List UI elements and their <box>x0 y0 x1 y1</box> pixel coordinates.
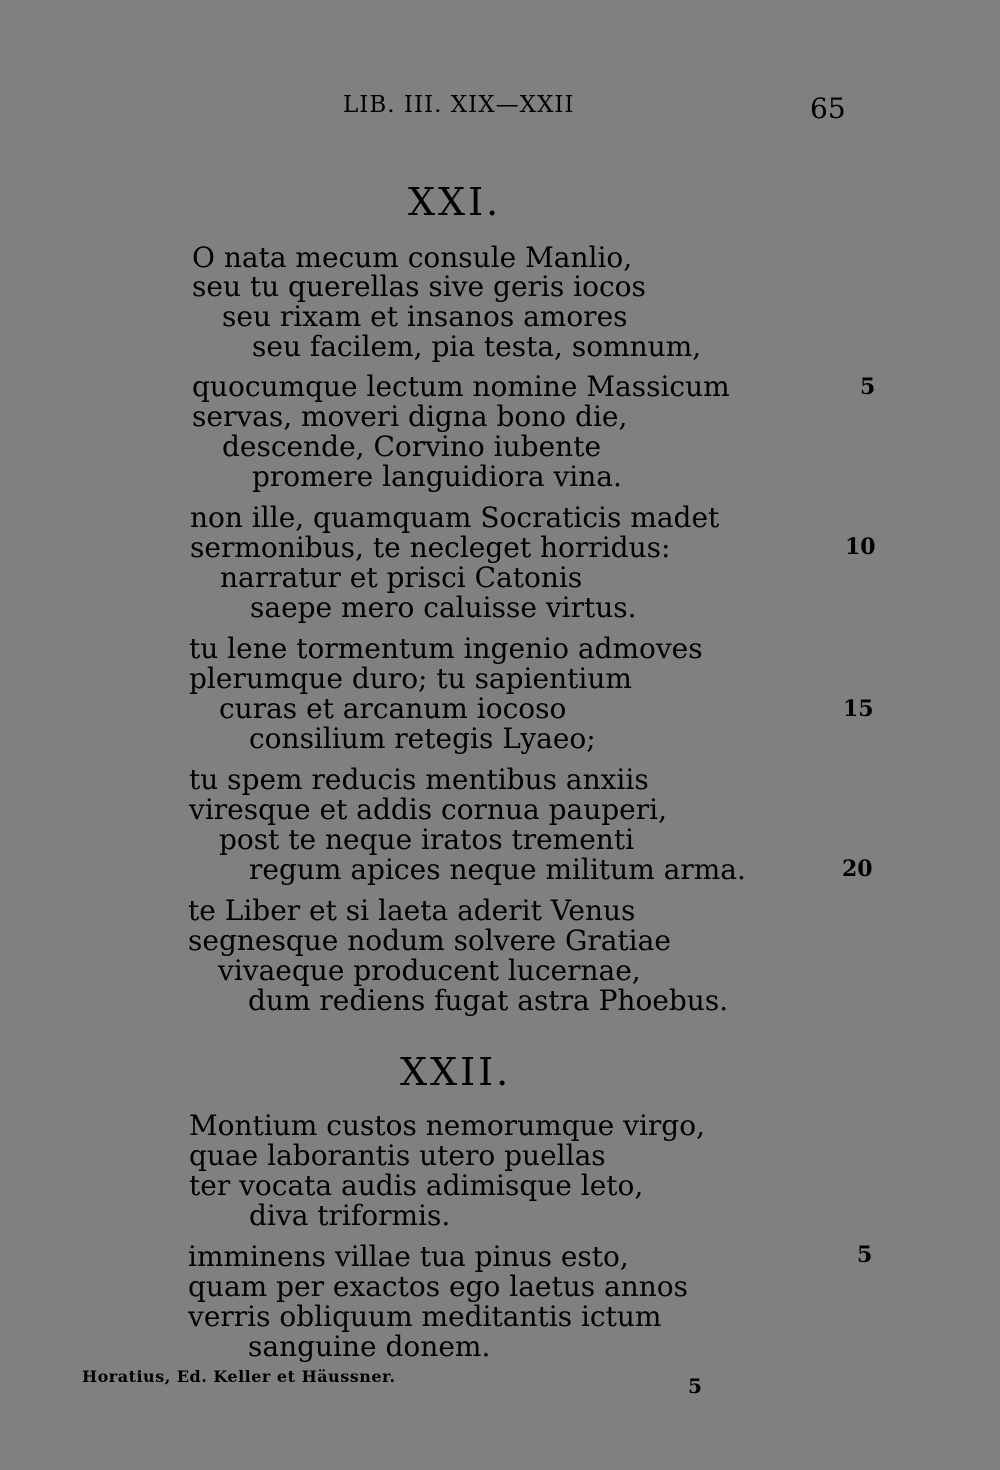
verse-line: sermonibus, te necleget horridus: <box>190 531 671 564</box>
verse-line: ter vocata audis adimisque leto, <box>189 1169 644 1202</box>
verse-line: narratur et prisci Catonis <box>220 561 583 594</box>
verse-line: vivaeque producent lucernae, <box>218 954 641 987</box>
verse-line: diva triformis. <box>249 1199 451 1232</box>
verse-line: viresque et addis cornua pauperi, <box>189 793 667 826</box>
line-number: 5 <box>857 1242 873 1268</box>
line-number: 10 <box>845 534 876 560</box>
verse-line: te Liber et si laeta aderit Venus <box>188 894 636 927</box>
line-number: 5 <box>860 374 876 400</box>
verse-line: quae laborantis utero puellas <box>189 1139 606 1172</box>
verse-line: plerumque duro; tu sapientium <box>189 662 632 695</box>
verse-line: quam per exactos ego laetus annos <box>188 1270 689 1303</box>
sheet-number: 5 <box>688 1374 702 1398</box>
verse-line: curas et arcanum iocoso <box>219 692 567 725</box>
verse-line: Montium custos nemorumque virgo, <box>189 1109 705 1142</box>
verse-line: dum rediens fugat astra Phoebus. <box>248 984 729 1017</box>
line-number: 15 <box>843 696 874 722</box>
verse-line: non ille, quamquam Socraticis madet <box>190 501 720 534</box>
poem-title-xxii: XXII. <box>400 1050 512 1094</box>
verse-line: tu lene tormentum ingenio admoves <box>189 632 703 665</box>
verse-line: seu rixam et insanos amores <box>222 300 628 333</box>
verse-line: imminens villae tua pinus esto, <box>188 1240 629 1273</box>
verse-line: quocumque lectum nomine Massicum <box>192 370 730 403</box>
verse-line: seu facilem, pia testa, somnum, <box>252 330 702 363</box>
verse-line: consilium retegis Lyaeo; <box>249 722 596 755</box>
verse-line: sanguine donem. <box>248 1330 491 1363</box>
verse-line: seu tu querellas sive geris iocos <box>192 270 646 303</box>
footer-signature: Horatius, Ed. Keller et Häussner. <box>82 1367 396 1386</box>
verse-line: O nata mecum consule Manlio, <box>192 241 633 274</box>
verse-line: verris obliquum meditantis ictum <box>188 1300 662 1333</box>
verse-line: tu spem reducis mentibus anxiis <box>189 763 649 796</box>
poem-title-xxi: XXI. <box>408 180 502 224</box>
page-number: 65 <box>810 92 846 125</box>
verse-line: segnesque nodum solvere Gratiae <box>188 924 671 957</box>
running-head: LIB. III. XIX—XXII <box>343 92 575 118</box>
verse-line: descende, Corvino iubente <box>222 430 602 463</box>
verse-line: servas, moveri digna bono die, <box>192 400 628 433</box>
verse-line: saepe mero caluisse virtus. <box>250 591 637 624</box>
verse-line: regum apices neque militum arma. <box>249 853 746 886</box>
verse-line: promere languidiora vina. <box>252 460 622 493</box>
verse-line: post te neque iratos trementi <box>219 823 635 856</box>
line-number: 20 <box>842 856 873 882</box>
